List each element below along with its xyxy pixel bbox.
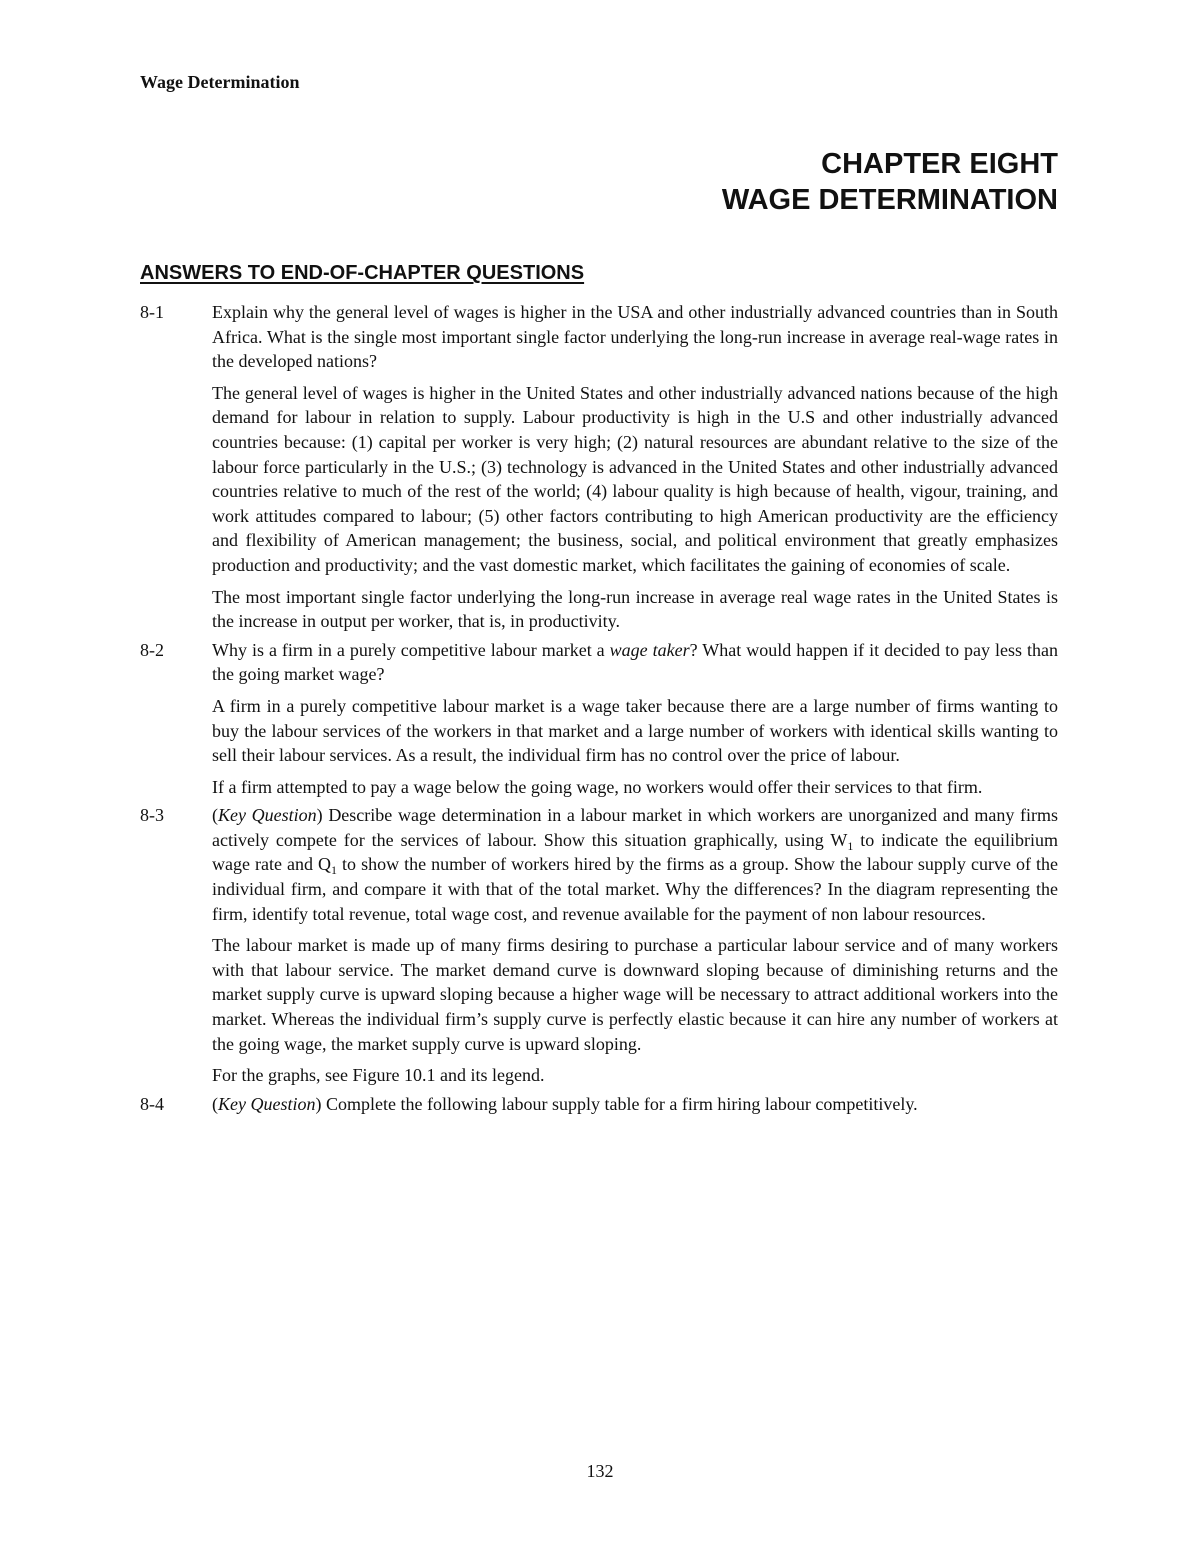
page-number: 132 [586,1461,614,1481]
question-text-part: Describe wage determination in a labour market in which workers are unorganized and many firms actively compete for the services of labour. Show this situation graphically, using W [212,805,1058,850]
question-8-1 [140,300,1058,634]
answer-paragraph: The most important single factor underlying the long-run increase in average real wage rates in the United States is the increase in output per worker, that is, in productivity. [212,586,1058,632]
question-8-3 [140,803,1058,1088]
question-body [212,638,1058,800]
question-answer-list [140,300,1058,1116]
question-number: 8-2 [140,639,164,660]
question-body [212,300,1058,634]
question-body [212,1092,1058,1117]
paren: ( [212,1093,218,1114]
question-text [212,803,1058,926]
question-body [212,803,1058,1088]
answer-paragraph: The labour market is made up of many firms desiring to purchase a particular labour service and of many workers with that labour service. The market demand curve is downward sloping because of diminishing returns and the market supply curve is upward sloping because a higher wage will be necessary to attract additional workers into the market. Whereas the individual firm’s supply curve is perfectly elastic because it can hire any number of workers at the going wage, the market supply curve is upward sloping. [212,935,1058,1054]
key-question-tag: Key Question [218,1093,316,1114]
emphasized-term: wage taker [609,639,690,660]
answer-paragraph: A firm in a purely competitive labour market is a wage taker because there are a large number of firms wanting to buy the labour services of the workers in that market and a large number of workers with identical skills wanting to sell their labour services. As a result, the individual firm has no control over the price of labour. [212,695,1058,766]
section-heading: ANSWERS TO END-OF-CHAPTER QUESTIONS [140,262,585,284]
answer-paragraph: The general level of wages is higher in the United States and other industrially advanced nations because of the high demand for labour in relation to supply. Labour productivity is high in the U.S and other industrially advanced countries because: (1) capital per worker is very high; (2) natural resources are abundant relative to the size of the labour force particularly in the U.S.; (3) technology is advanced in the United States and other industrially advanced countries relative to much of the rest of the world; (4) labour quality is high because of health, vigour, training, and work attitudes compared to labour; (5) other factors contributing to high American productivity are the efficiency and flexibility of American management; the business, social, and political environment that greatly emphasizes production and productivity; and the vast domestic market, which facilitates the gaining of economies of scale. [212,382,1058,575]
question-text-part: Why is a firm in a purely competitive labour market a [212,639,610,660]
paren: ) [315,1093,326,1114]
question-text-part: to indicate the equilibrium wage rate and Q [212,829,1058,875]
question-8-4 [140,1092,1058,1117]
subscript: 1 [331,863,338,878]
question-text-part: to show the number of workers hired by the firms as a group. Show the labour supply curve of the individual firm, and compare it with that of the total market. Why the differences? In the diagram representing the firm, identify total revenue, total wage cost, and revenue available for the payment of non labour resources. [212,854,1058,924]
subscript: 1 [847,838,854,853]
question-text [212,638,1058,687]
paren: ) [316,805,329,826]
question-number: 8-3 [140,805,164,826]
answer-paragraph: If a firm attempted to pay a wage below the going wage, no workers would offer their services to that firm. [212,776,983,797]
chapter-number-title: CHAPTER EIGHT [821,148,1058,180]
chapter-heading [722,146,1058,218]
question-8-2 [140,638,1058,800]
paren: ( [212,805,218,826]
answer-paragraph: For the graphs, see Figure 10.1 and its legend. [212,1065,545,1086]
question-text: Explain why the general level of wages is higher in the USA and other industrially advanced countries than in South Africa. What is the single most important single factor underlying the long-run increase in average real-wage rates in the developed nations? [212,302,1058,372]
chapter-title: WAGE DETERMINATION [721,184,1058,216]
question-number: 8-1 [140,302,164,322]
question-text-part: ? What would happen if it decided to pay less than the going market wage? [212,639,1058,685]
running-header: Wage Determination [140,72,300,92]
question-text [212,1092,1058,1117]
question-text-part: Complete the following labour supply table for a firm hiring labour competitively. [325,1093,918,1114]
key-question-tag: Key Question [218,805,317,826]
question-number: 8-4 [140,1093,164,1114]
